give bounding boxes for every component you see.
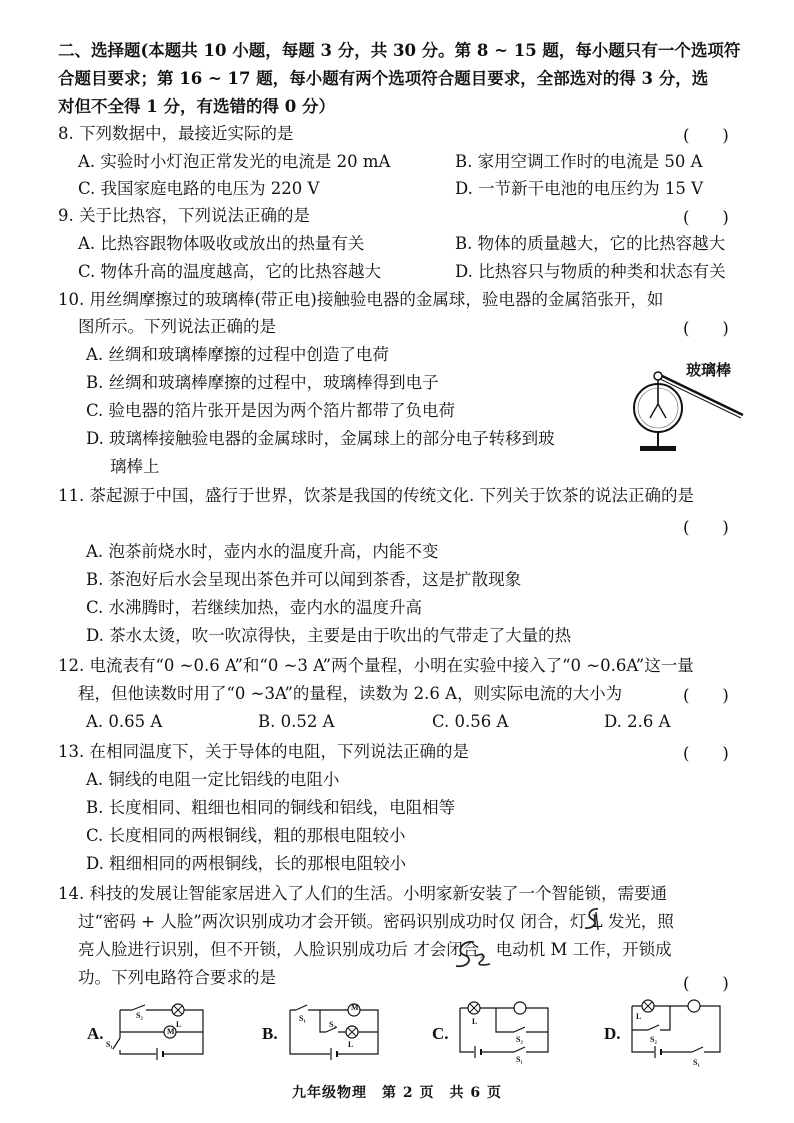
circuit-c-s2-label: S₂ [516,1035,523,1044]
q8-option-d: D. 一节新干电池的电压约为 15 V [455,179,704,198]
q8-answer-paren: ( ) [683,126,729,145]
circuit-a-label: A. [87,1024,104,1043]
q10-option-d-line-2: 璃棒上 [110,457,160,476]
circuit-b-motor-label: M [351,1003,359,1012]
q14-stem-line-2: 过“密码 + 人脸”两次识别成功才会开锁。密码识别成功时仅 闭合，灯 L 发光，照 [78,912,674,931]
handwritten-mark-s1 [580,906,604,932]
q13-option-b: B. 长度相同、粗细也相同的铜线和铝线，电阻相等 [86,798,456,817]
circuit-d[interactable] [624,996,728,1060]
circuit-c-s1-label: S₁ [516,1055,523,1064]
q13-option-c: C. 长度相同的两根铜线，粗的那根电阻较小 [86,826,406,845]
q11-option-c: C. 水沸腾时，若继续加热，壶内水的温度升高 [86,598,423,617]
circuit-d-s2-label: S₂ [650,1035,657,1044]
q12-stem-line-2: 程，但他读数时用了“0 ~3A”的量程，读数为 2.6 A，则实际电流的大小为 [78,684,623,703]
section-header-line-1: 二、选择题(本题共 10 小题，每题 3 分，共 30 分。第 8 ~ 15 题，每小题只有一个选项符 [58,41,741,60]
circuit-d-label: D. [604,1024,621,1043]
q10-option-b: B. 丝绸和玻璃棒摩擦的过程中，玻璃棒得到电子 [86,373,439,392]
q13-option-a: A. 铜线的电阻一定比铝线的电阻小 [86,770,340,789]
q9-answer-paren: ( ) [683,208,729,227]
q11-option-d: D. 茶水太烫，吹一吹凉得快，主要是由于吹出的气带走了大量的热 [86,626,572,645]
q12-option-d: D. 2.6 A [604,712,671,731]
circuit-b-s1-label: S₁ [299,1014,306,1023]
q14-stem-line-3: 亮人脸进行识别，但不开锁，人脸识别成功后 才会闭合，电动机 M 工作，开锁成 [78,940,672,959]
q10-option-d-line-1: D. 玻璃棒接触验电器的金属球时，金属球上的部分电子转移到玻 [86,429,555,448]
circuit-c-label: C. [432,1024,449,1043]
q13-option-d: D. 粗细相同的两根铜线，长的那根电阻较小 [86,854,407,873]
q9-option-c: C. 物体升高的温度越高，它的比热容越大 [78,262,382,281]
q12-option-c: C. 0.56 A [432,712,509,731]
q9-stem: 9. 关于比热容，下列说法正确的是 [58,206,310,225]
circuit-c-lamp-label: L [472,1017,478,1026]
page-footer: 九年级物理 第 2 页 共 6 页 [292,1085,502,1101]
q9-option-b: B. 物体的质量越大，它的比热容越大 [455,234,726,253]
q14-stem-line-1: 14. 科技的发展让智能家居进入了人们的生活。小明家新安装了一个智能锁，需要通 [58,884,667,903]
circuit-b-lamp-label: L [348,1040,354,1049]
q8-stem: 8. 下列数据中，最接近实际的是 [58,124,294,143]
q11-answer-paren: ( ) [683,518,729,537]
q10-answer-paren: ( ) [683,319,729,338]
circuit-b-s2-label: S₂ [329,1020,336,1029]
glass-rod-label: 玻璃棒 [686,361,732,379]
q10-option-c: C. 验电器的箔片张开是因为两个箔片都带了负电荷 [86,401,456,420]
section-header-line-2: 合题目要求；第 16 ~ 17 题，每小题有两个选项符合题目要求，全部选对的得 3 分，选 [58,69,709,88]
q9-option-a: A. 比热容跟物体吸收或放出的热量有关 [78,234,365,253]
circuit-c[interactable] [452,998,556,1060]
circuit-a[interactable] [108,1002,212,1062]
q11-option-a: A. 泡茶前烧水时，壶内水的温度升高，内能不变 [86,542,439,561]
q8-option-b: B. 家用空调工作时的电流是 50 A [455,152,703,171]
circuit-b[interactable] [282,1002,386,1062]
handwritten-mark-s2 [452,938,492,972]
q12-option-b: B. 0.52 A [258,712,335,731]
q11-option-b: B. 茶泡好后水会呈现出茶色并可以闻到茶香，这是扩散现象 [86,570,522,589]
q13-stem: 13. 在相同温度下，关于导体的电阻，下列说法正确的是 [58,742,469,761]
q12-option-a: A. 0.65 A [86,712,163,731]
section-header-line-3: 对但不全得 1 分，有选错的得 0 分） [58,97,335,116]
circuit-a-s2-label: S₂ [136,1011,143,1020]
circuit-a-motor-label: M [167,1027,175,1036]
circuit-d-lamp-label: L [636,1012,642,1021]
q8-option-a: A. 实验时小灯泡正常发光的电流是 20 mA [78,152,391,171]
circuit-d-s1-label: S₁ [693,1058,700,1067]
q13-answer-paren: ( ) [683,744,729,763]
electroscope-figure [628,360,758,465]
q10-option-a: A. 丝绸和玻璃棒摩擦的过程中创造了电荷 [86,345,389,364]
q8-option-c: C. 我国家庭电路的电压为 220 V [78,179,320,198]
q9-option-d: D. 比热容只与物质的种类和状态有关 [455,262,726,281]
circuit-a-s1-label: S₁ [106,1040,113,1049]
q10-stem-line-2: 图所示。下列说法正确的是 [78,317,276,336]
q14-answer-paren: ( ) [683,974,729,993]
q14-stem-line-4: 功。下列电路符合要求的是 [78,968,276,987]
circuit-a-lamp-label: L [176,1020,182,1029]
circuit-b-label: B. [262,1024,278,1043]
q10-stem-line-1: 10. 用丝绸摩擦过的玻璃棒(带正电)接触验电器的金属球，验电器的金属箔张开，如 [58,290,664,309]
q11-stem: 11. 茶起源于中国，盛行于世界，饮茶是我国的传统文化. 下列关于饮茶的说法正确的是 [58,486,694,505]
q12-stem-line-1: 12. 电流表有“0 ~0.6 A”和“0 ~3 A”两个量程，小明在实验中接入了“0 ~0.6A”这一量 [58,656,694,675]
q12-answer-paren: ( ) [683,686,729,705]
